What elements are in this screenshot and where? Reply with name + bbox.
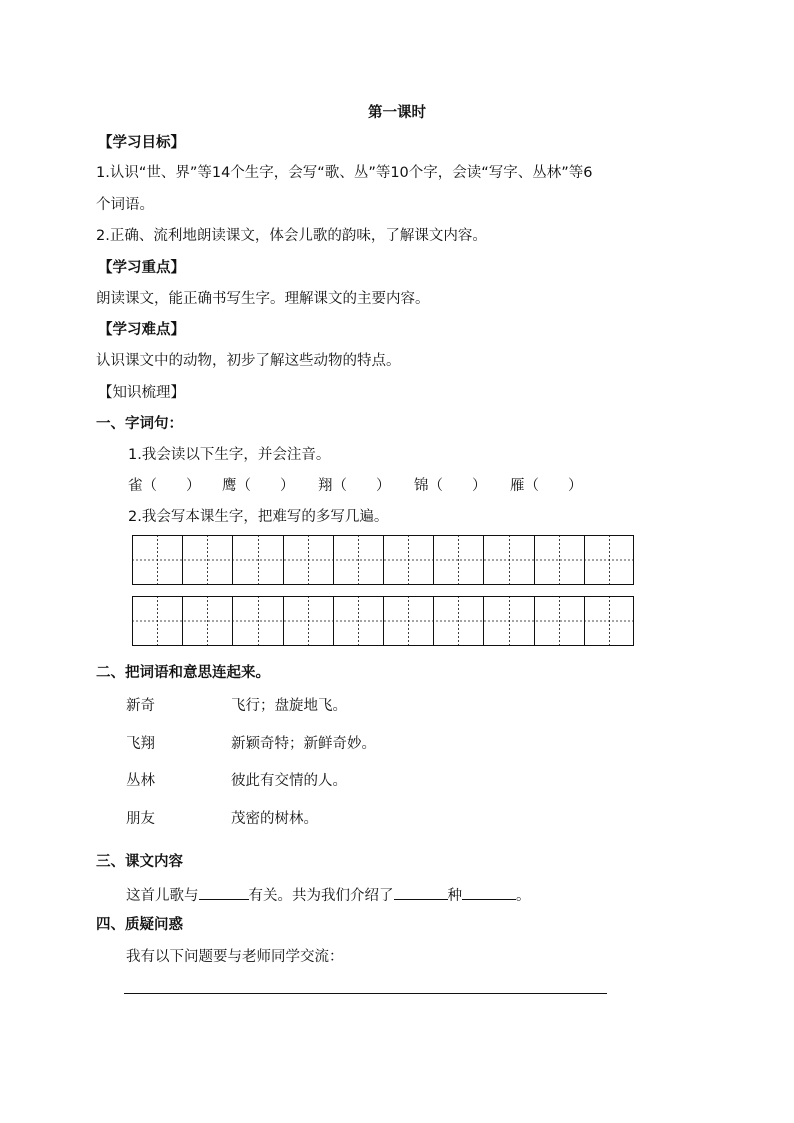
pinyin-item: 锦（ ）: [414, 478, 487, 494]
match-word: 新奇: [126, 698, 155, 714]
writing-grid-2[interactable]: [132, 596, 634, 646]
writing-grid-1[interactable]: [132, 535, 634, 585]
section-3-sentence: [126, 885, 531, 905]
knowledge-heading: 【知识梳理】: [98, 385, 185, 401]
section-1-heading: 一、字词句：: [96, 416, 183, 432]
sentence-part: 种: [447, 888, 462, 904]
sentence-part: 这首儿歌与: [126, 888, 199, 904]
grid-svg: [132, 596, 634, 646]
pinyin-item: 雁（ ）: [510, 478, 583, 494]
key-points-text: 朗读课文，能正确书写生字。理解课文的主要内容。: [96, 291, 430, 307]
key-points-heading: 【学习重点】: [98, 260, 185, 276]
objective-item-1-cont: 个词语。: [96, 197, 154, 213]
objectives-heading: 【学习目标】: [98, 135, 185, 151]
match-word: 飞翔: [126, 736, 155, 752]
difficulties-text: 认识课文中的动物，初步了解这些动物的特点。: [96, 353, 401, 369]
match-meaning: 茂密的树林。: [231, 811, 318, 827]
section-1-q1: 1.我会读以下生字，并会注音。: [128, 447, 331, 463]
fill-blank[interactable]: [462, 885, 516, 900]
match-meaning: 飞行；盘旋地飞。: [231, 698, 347, 714]
answer-line[interactable]: [124, 993, 607, 994]
fill-blank[interactable]: [394, 885, 448, 900]
section-4-heading: 四、质疑问惑: [96, 917, 183, 933]
objective-item-1: 1.认识“世、界”等14个生字，会写“歌、丛”等10个字，会读“写字、丛林”等6: [96, 165, 593, 181]
match-meaning: 彼此有交情的人。: [231, 773, 347, 789]
section-2-heading: 二、把词语和意思连起来。: [96, 665, 270, 681]
pinyin-item: 鹰（ ）: [222, 478, 295, 494]
page-title: 第一课时: [368, 105, 426, 121]
fill-blank[interactable]: [199, 885, 249, 900]
match-meaning: 新颖奇特；新鲜奇妙。: [231, 736, 376, 752]
grid-svg: [132, 535, 634, 585]
match-word: 朋友: [126, 811, 155, 827]
difficulties-heading: 【学习难点】: [98, 322, 185, 338]
section-1-q2: 2.我会写本课生字，把难写的多写几遍。: [128, 509, 389, 525]
pinyin-item: 雀（ ）: [128, 478, 201, 494]
objective-item-2: 2.正确、流利地朗读课文，体会儿歌的韵味，了解课文内容。: [96, 228, 487, 244]
pinyin-item: 翔（ ）: [318, 478, 391, 494]
match-word: 丛林: [126, 773, 155, 789]
sentence-part: 。: [516, 888, 531, 904]
sentence-part: 有关。共为我们介绍了: [248, 888, 394, 904]
section-4-prompt: 我有以下问题要与老师同学交流：: [126, 949, 344, 965]
section-3-heading: 三、课文内容: [96, 854, 183, 870]
